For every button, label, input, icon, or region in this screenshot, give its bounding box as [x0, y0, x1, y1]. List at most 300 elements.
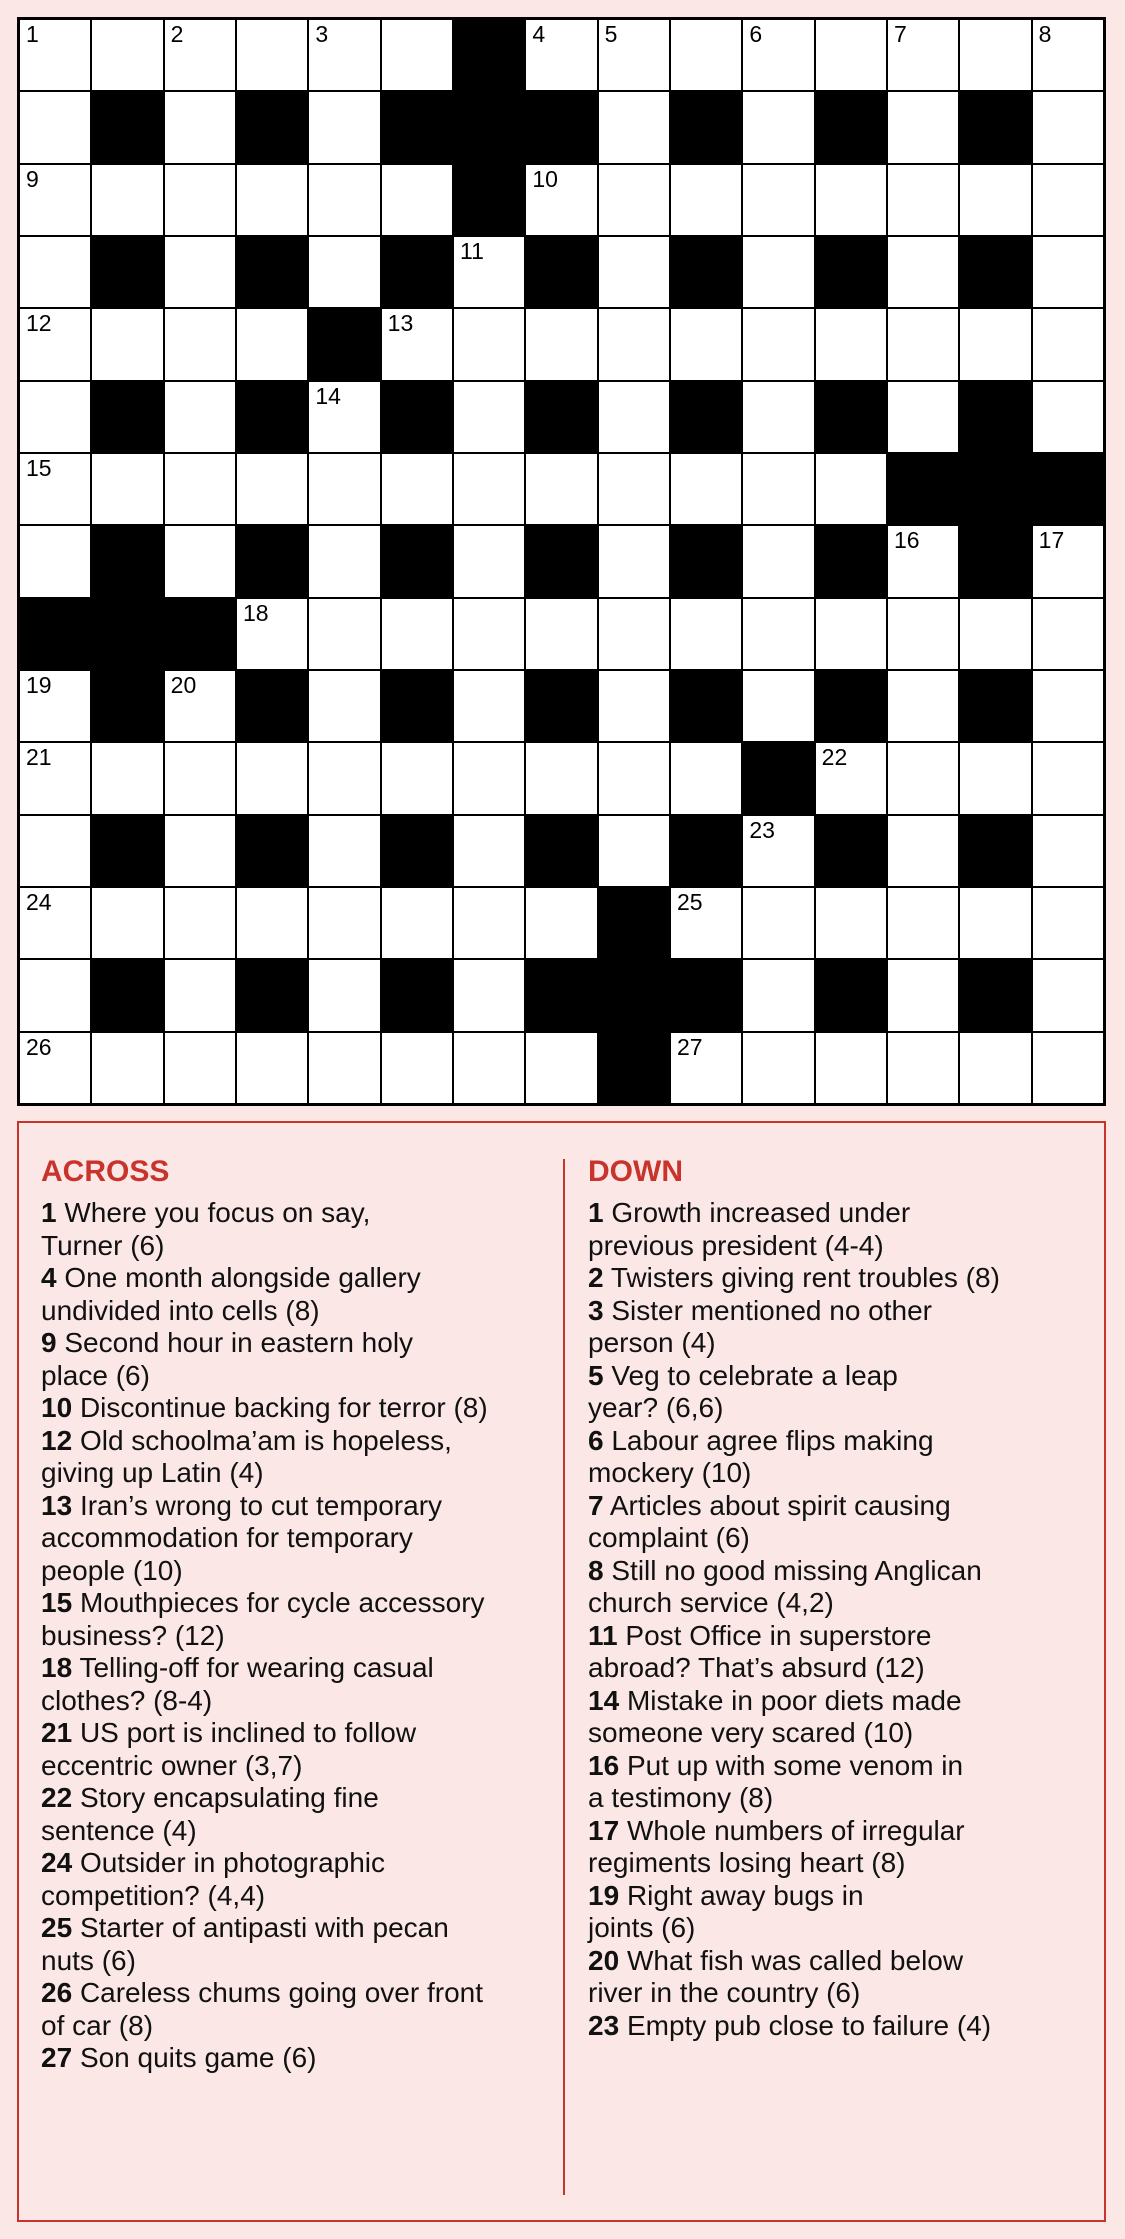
grid-cell[interactable] [92, 454, 162, 524]
black-cell [816, 92, 886, 162]
grid-cell[interactable] [888, 888, 958, 958]
grid-cell[interactable] [599, 309, 669, 379]
grid-cell[interactable] [309, 960, 379, 1030]
down-clue-number: 2 [588, 1262, 604, 1293]
grid-cell[interactable] [671, 454, 741, 524]
grid-cell[interactable] [382, 888, 452, 958]
grid-cell[interactable] [454, 382, 524, 452]
down-clue-text: person (4) [588, 1327, 716, 1358]
grid-cell[interactable] [888, 165, 958, 235]
down-clue-line [588, 1717, 1098, 1750]
black-cell [671, 526, 741, 596]
grid-cell[interactable] [165, 454, 235, 524]
across-clue-line [41, 1425, 551, 1458]
grid-cell[interactable] [816, 309, 886, 379]
black-cell [382, 92, 452, 162]
grid-cell[interactable] [165, 816, 235, 886]
grid-cell[interactable] [309, 20, 379, 90]
across-clue-line [41, 1230, 551, 1263]
grid-cell[interactable] [1033, 237, 1103, 307]
across-clue-line [41, 1522, 551, 1555]
grid-cell[interactable] [165, 92, 235, 162]
across-clue-text: clothes? (8-4) [41, 1684, 213, 1716]
grid-cell[interactable] [960, 165, 1030, 235]
clue-number: 19 [26, 672, 52, 698]
grid-cell[interactable] [743, 526, 813, 596]
across-clue-number: 27 [41, 2042, 73, 2073]
down-clue-text: Post Office in superstore [625, 1619, 932, 1651]
grid-cell[interactable] [960, 20, 1030, 90]
grid-cell[interactable] [1033, 671, 1103, 741]
down-clue-text: Labour agree flips making [611, 1424, 934, 1456]
grid-cell[interactable] [888, 20, 958, 90]
black-cell [960, 816, 1030, 886]
grid-cell[interactable] [743, 671, 813, 741]
grid-cell[interactable] [309, 888, 379, 958]
grid-cell[interactable] [237, 743, 307, 813]
grid-cell[interactable] [526, 888, 596, 958]
grid-cell[interactable] [454, 1033, 524, 1103]
grid-cell[interactable] [526, 165, 596, 235]
black-cell [888, 454, 958, 524]
grid-cell[interactable] [816, 1033, 886, 1103]
grid-cell[interactable] [92, 20, 162, 90]
grid-cell[interactable] [237, 165, 307, 235]
across-clue-text: Story encapsulating fine [79, 1782, 379, 1813]
down-clue-line [588, 1620, 1098, 1653]
grid-cell[interactable] [888, 960, 958, 1030]
grid-cell[interactable] [165, 671, 235, 741]
grid-cell[interactable] [382, 743, 452, 813]
grid-cell[interactable] [1033, 816, 1103, 886]
black-cell [92, 671, 162, 741]
black-cell [671, 237, 741, 307]
grid-cell[interactable] [1033, 20, 1103, 90]
grid-cell[interactable] [20, 526, 90, 596]
grid-cell[interactable] [960, 743, 1030, 813]
black-cell [816, 237, 886, 307]
grid-cell[interactable] [237, 599, 307, 669]
black-cell [960, 382, 1030, 452]
down-clue-line [588, 1977, 1098, 2010]
black-cell [237, 92, 307, 162]
grid-cell[interactable] [816, 165, 886, 235]
grid-cell[interactable] [671, 743, 741, 813]
down-clue-number: 5 [588, 1359, 604, 1391]
black-cell [816, 671, 886, 741]
down-clue-text: year? (6,6) [588, 1392, 724, 1423]
clue-number: 14 [315, 382, 341, 409]
grid-cell[interactable] [309, 237, 379, 307]
grid-cell[interactable] [20, 888, 90, 958]
grid-cell[interactable] [1033, 92, 1103, 162]
grid-cell[interactable] [960, 309, 1030, 379]
grid-cell[interactable] [20, 743, 90, 813]
black-cell [92, 237, 162, 307]
grid-cell[interactable] [1033, 599, 1103, 669]
grid-cell[interactable] [165, 309, 235, 379]
grid-cell[interactable] [526, 599, 596, 669]
black-cell [960, 92, 1030, 162]
grid-cell[interactable] [309, 382, 379, 452]
black-cell [454, 92, 524, 162]
grid-cell[interactable] [454, 309, 524, 379]
grid-cell[interactable] [165, 526, 235, 596]
grid-cell[interactable] [309, 454, 379, 524]
clue-number: 25 [677, 889, 703, 915]
grid-cell[interactable] [599, 454, 669, 524]
down-clue-text: church service (4,2) [588, 1587, 834, 1618]
clue-number: 20 [170, 672, 197, 698]
grid-cell[interactable] [743, 309, 813, 379]
clue-number: 7 [894, 21, 907, 47]
grid-cell[interactable] [237, 888, 307, 958]
black-cell [599, 1033, 669, 1103]
down-clue-text: joints (6) [588, 1912, 696, 1943]
grid-cell[interactable] [599, 20, 669, 90]
across-clue-line [41, 2010, 551, 2043]
grid-cell[interactable] [888, 382, 958, 452]
grid-cell[interactable] [888, 526, 958, 596]
black-cell [671, 382, 741, 452]
down-clue-text: mockery (10) [588, 1457, 752, 1488]
black-cell [382, 816, 452, 886]
down-clue-line [588, 1912, 1098, 1945]
grid-cell[interactable] [888, 816, 958, 886]
across-clue-line [41, 1717, 551, 1750]
black-cell [526, 237, 596, 307]
grid-cell[interactable] [454, 816, 524, 886]
grid-cell[interactable] [20, 382, 90, 452]
grid-cell[interactable] [671, 165, 741, 235]
across-clue-number: 13 [41, 1489, 73, 1521]
grid-cell[interactable] [165, 237, 235, 307]
grid-cell[interactable] [599, 165, 669, 235]
across-clue-line [41, 1750, 551, 1783]
grid-cell[interactable] [960, 1033, 1030, 1103]
grid-cell[interactable] [599, 92, 669, 162]
clue-number: 18 [243, 599, 269, 626]
down-clue-text: Still no good missing Anglican [611, 1554, 982, 1586]
across-clue-number: 15 [41, 1587, 73, 1618]
black-cell [92, 599, 162, 669]
grid-cell[interactable] [309, 1033, 379, 1103]
down-clue-number: 11 [588, 1619, 618, 1651]
grid-cell[interactable] [1033, 165, 1103, 235]
across-clue-line [41, 1197, 551, 1230]
grid-cell[interactable] [960, 888, 1030, 958]
grid-cell[interactable] [92, 888, 162, 958]
grid-cell[interactable] [309, 743, 379, 813]
black-cell [237, 671, 307, 741]
down-clue-line [588, 1360, 1098, 1393]
down-clue-text: previous president (4-4) [588, 1229, 884, 1261]
grid-cell[interactable] [20, 960, 90, 1030]
grid-cell[interactable] [743, 237, 813, 307]
black-cell [671, 960, 741, 1030]
grid-cell[interactable] [816, 743, 886, 813]
crossword-grid [17, 17, 1106, 1106]
grid-cell[interactable] [237, 20, 307, 90]
grid-cell[interactable] [165, 20, 235, 90]
down-clue-number: 1 [588, 1197, 604, 1228]
grid-cell[interactable] [20, 816, 90, 886]
clue-number: 21 [26, 744, 52, 771]
across-clue-line [41, 1912, 551, 1945]
grid-cell[interactable] [20, 20, 90, 90]
across-clue-line [41, 1847, 551, 1880]
clue-number: 15 [26, 455, 52, 481]
down-clue-text: abroad? That’s absurd (12) [588, 1652, 925, 1683]
down-clue-line [588, 1750, 1098, 1783]
grid-cell[interactable] [526, 20, 596, 90]
grid-cell[interactable] [309, 671, 379, 741]
grid-cell[interactable] [599, 599, 669, 669]
grid-cell[interactable] [888, 599, 958, 669]
clue-number: 5 [604, 21, 618, 47]
grid-cell[interactable] [599, 671, 669, 741]
grid-cell[interactable] [671, 599, 741, 669]
black-cell [382, 671, 452, 741]
clue-number: 9 [26, 165, 39, 192]
grid-cell[interactable] [165, 743, 235, 813]
across-clue-line [41, 1262, 551, 1295]
black-cell [165, 599, 235, 669]
across-clue-number: 22 [41, 1782, 73, 1813]
grid-cell[interactable] [1033, 309, 1103, 379]
across-clue-text: Iran’s wrong to cut temporary [79, 1489, 443, 1521]
down-clue-line [588, 1587, 1098, 1620]
grid-cell[interactable] [454, 743, 524, 813]
grid-cell[interactable] [1033, 743, 1103, 813]
grid-cell[interactable] [237, 1033, 307, 1103]
grid-cell[interactable] [237, 309, 307, 379]
across-clue-text: people (10) [41, 1554, 183, 1586]
grid-cell[interactable] [454, 960, 524, 1030]
black-cell [237, 526, 307, 596]
down-clue-text: Mistake in poor diets made [626, 1684, 962, 1716]
across-clue-number: 9 [41, 1327, 57, 1358]
black-cell [20, 599, 90, 669]
grid-cell[interactable] [20, 1033, 90, 1103]
grid-cell[interactable] [816, 888, 886, 958]
black-cell [671, 92, 741, 162]
grid-cell[interactable] [454, 526, 524, 596]
grid-cell[interactable] [816, 454, 886, 524]
grid-cell[interactable] [671, 20, 741, 90]
black-cell [960, 671, 1030, 741]
grid-cell[interactable] [92, 165, 162, 235]
across-clue-line [41, 1457, 551, 1490]
down-clue-text: someone very scared (10) [588, 1717, 914, 1748]
grid-cell[interactable] [526, 743, 596, 813]
down-clue-line [588, 1295, 1098, 1328]
down-clue-text: Sister mentioned no other [611, 1294, 932, 1326]
grid-cell[interactable] [816, 20, 886, 90]
across-clue-line [41, 1945, 551, 1978]
grid-cell[interactable] [743, 1033, 813, 1103]
across-clue-text: giving up Latin (4) [41, 1457, 264, 1488]
down-clue-line [588, 1457, 1098, 1490]
grid-cell[interactable] [309, 92, 379, 162]
grid-cell[interactable] [1033, 888, 1103, 958]
grid-cell[interactable] [743, 382, 813, 452]
grid-cell[interactable] [671, 309, 741, 379]
grid-cell[interactable] [888, 1033, 958, 1103]
grid-cell[interactable] [382, 1033, 452, 1103]
grid-cell[interactable] [743, 599, 813, 669]
down-clue-number: 8 [588, 1554, 604, 1586]
grid-cell[interactable] [1033, 1033, 1103, 1103]
across-clue-text: undivided into cells (8) [41, 1294, 320, 1326]
grid-cell[interactable] [165, 1033, 235, 1103]
grid-cell[interactable] [1033, 960, 1103, 1030]
grid-cell[interactable] [743, 165, 813, 235]
down-clue-line [588, 1652, 1098, 1685]
grid-cell[interactable] [599, 237, 669, 307]
across-clue-text: Where you focus on say, [64, 1197, 371, 1228]
across-clue-text: competition? (4,4) [41, 1879, 266, 1911]
black-cell [526, 816, 596, 886]
black-cell [671, 816, 741, 886]
grid-cell[interactable] [454, 599, 524, 669]
clue-number: 17 [1038, 527, 1065, 554]
down-clue-list [588, 1197, 1098, 2042]
black-cell [92, 960, 162, 1030]
grid-cell[interactable] [743, 888, 813, 958]
grid-cell[interactable] [888, 743, 958, 813]
grid-cell[interactable] [454, 237, 524, 307]
grid-cell[interactable] [382, 454, 452, 524]
grid-cell[interactable] [454, 671, 524, 741]
grid-cell[interactable] [743, 960, 813, 1030]
down-clue-line [588, 1197, 1098, 1230]
grid-cell[interactable] [237, 454, 307, 524]
grid-cell[interactable] [526, 1033, 596, 1103]
across-clue-text: Turner (6) [41, 1229, 165, 1261]
grid-cell[interactable] [20, 165, 90, 235]
grid-cell[interactable] [599, 743, 669, 813]
grid-cell[interactable] [309, 816, 379, 886]
grid-cell[interactable] [960, 599, 1030, 669]
grid-cell[interactable] [816, 599, 886, 669]
across-clue-text: Telling-off for wearing casual [79, 1652, 434, 1683]
down-clue-text: What fish was called below [626, 1944, 964, 1976]
grid-cell[interactable] [20, 237, 90, 307]
down-clue-text: regiments losing heart (8) [588, 1847, 906, 1878]
clue-number: 2 [170, 21, 184, 47]
grid-cell[interactable] [165, 382, 235, 452]
down-clue-number: 3 [588, 1294, 604, 1326]
grid-cell[interactable] [599, 816, 669, 886]
across-clue-text: nuts (6) [41, 1944, 136, 1976]
grid-cell[interactable] [743, 816, 813, 886]
across-clue-number: 18 [41, 1652, 73, 1683]
across-clue-text: business? (12) [41, 1619, 225, 1651]
across-clue-text: sentence (4) [41, 1814, 197, 1846]
grid-cell[interactable] [382, 309, 452, 379]
down-clue-line [588, 1262, 1098, 1295]
down-clue-number: 17 [588, 1814, 620, 1846]
grid-cell[interactable] [671, 1033, 741, 1103]
clue-number: 22 [821, 744, 848, 771]
grid-cell[interactable] [309, 599, 379, 669]
down-heading: DOWN [588, 1155, 683, 1188]
grid-cell[interactable] [382, 599, 452, 669]
down-clue-number: 6 [588, 1424, 604, 1456]
black-cell [382, 382, 452, 452]
clue-number: 3 [315, 21, 329, 47]
clue-number: 12 [26, 310, 52, 337]
grid-cell[interactable] [20, 309, 90, 379]
grid-cell[interactable] [309, 165, 379, 235]
across-clue-text: Outsider in photographic [79, 1847, 386, 1878]
across-clue-text: Old schoolma’am is hopeless, [79, 1424, 452, 1456]
grid-cell[interactable] [92, 1033, 162, 1103]
grid-cell[interactable] [526, 454, 596, 524]
grid-cell[interactable] [20, 671, 90, 741]
black-cell [237, 816, 307, 886]
clue-number: 11 [460, 238, 484, 264]
down-clue-text: Growth increased under [611, 1197, 911, 1228]
down-clue-text: Put up with some venom in [626, 1749, 964, 1781]
down-clue-text: Whole numbers of irregular [626, 1814, 965, 1846]
grid-cell[interactable] [20, 454, 90, 524]
grid-cell[interactable] [1033, 382, 1103, 452]
column-divider [563, 1159, 565, 2195]
grid-cell[interactable] [1033, 526, 1103, 596]
grid-cell[interactable] [743, 454, 813, 524]
grid-cell[interactable] [309, 526, 379, 596]
grid-cell[interactable] [92, 743, 162, 813]
grid-cell[interactable] [165, 888, 235, 958]
black-cell [816, 382, 886, 452]
grid-cell[interactable] [599, 382, 669, 452]
across-clue-line [41, 1782, 551, 1815]
black-cell [599, 960, 669, 1030]
grid-cell[interactable] [454, 454, 524, 524]
grid-cell[interactable] [20, 92, 90, 162]
grid-cell[interactable] [165, 165, 235, 235]
grid-cell[interactable] [888, 309, 958, 379]
grid-cell[interactable] [382, 165, 452, 235]
clue-number: 27 [677, 1033, 703, 1060]
grid-cell[interactable] [743, 20, 813, 90]
down-clue-text: Twisters giving rent troubles (8) [610, 1262, 1000, 1293]
black-cell [526, 526, 596, 596]
grid-cell[interactable] [743, 92, 813, 162]
black-cell [1033, 454, 1103, 524]
grid-cell[interactable] [165, 960, 235, 1030]
across-clue-line [41, 1977, 551, 2010]
grid-cell[interactable] [671, 888, 741, 958]
grid-cell[interactable] [888, 237, 958, 307]
black-cell [526, 960, 596, 1030]
black-cell [526, 671, 596, 741]
clues-panel [17, 1121, 1106, 2222]
grid-cell[interactable] [92, 309, 162, 379]
across-clue-line [41, 1295, 551, 1328]
grid-cell[interactable] [526, 309, 596, 379]
grid-cell[interactable] [599, 526, 669, 596]
grid-cell[interactable] [888, 671, 958, 741]
grid-cell[interactable] [888, 92, 958, 162]
down-column [588, 1153, 1098, 2042]
grid-cell[interactable] [454, 888, 524, 958]
black-cell [960, 237, 1030, 307]
clue-number: 8 [1038, 21, 1052, 47]
grid-cell[interactable] [382, 20, 452, 90]
